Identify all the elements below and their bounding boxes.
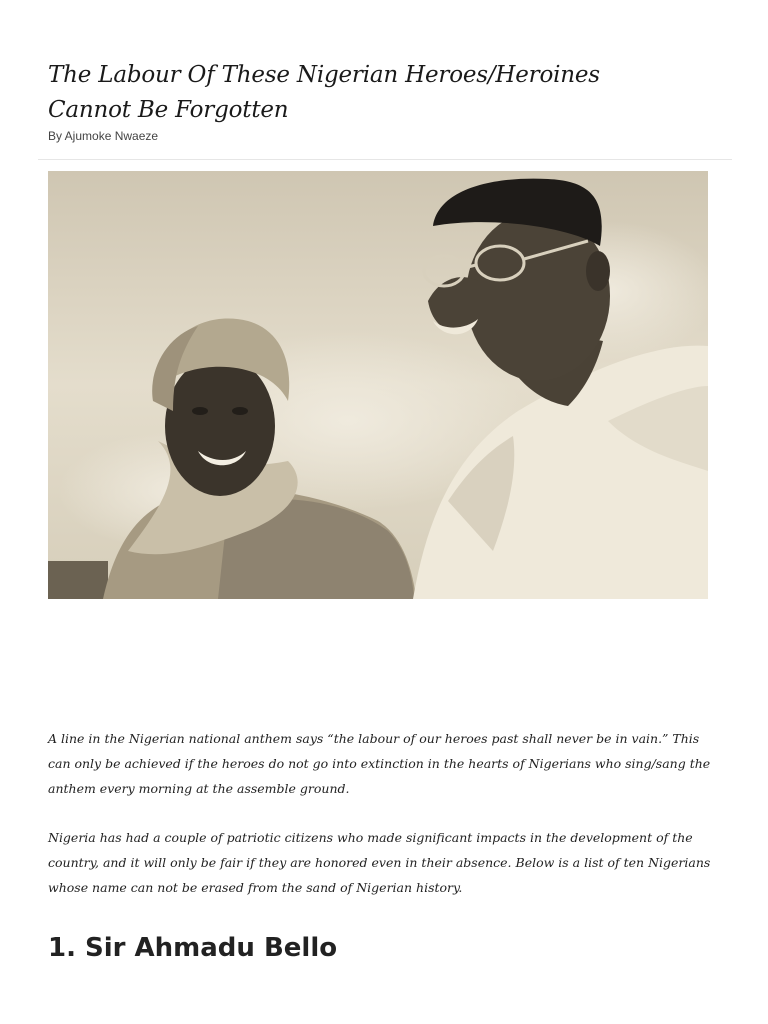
sepia-portrait-photo [48,171,708,599]
header-divider [38,159,732,160]
section-heading: 1. Sir Ahmadu Bello [48,933,338,963]
article-byline: By Ajumoke Nwaeze [48,129,159,143]
article-photo [48,171,708,599]
article-paragraph: A line in the Nigerian national anthem says “the labour of our heroes past shall never be in vain.” This can only be achieved if the heroes do not go into extinction in the hearts of Nigerians who sing/sang the anthem every morning at the assemble ground. [48,731,711,796]
article-paragraph: Nigeria has had a couple of patriotic citizens who made significant impacts in the development of the country, and it will only be fair if they are honored even in their absence. Below is a list of ten Nigerians whose name can not be erased from the sand of Nigerian history. [48,830,711,895]
article-title: The Labour Of These Nigerian Heroes/Heroines Cannot Be Forgotten [48,62,600,123]
